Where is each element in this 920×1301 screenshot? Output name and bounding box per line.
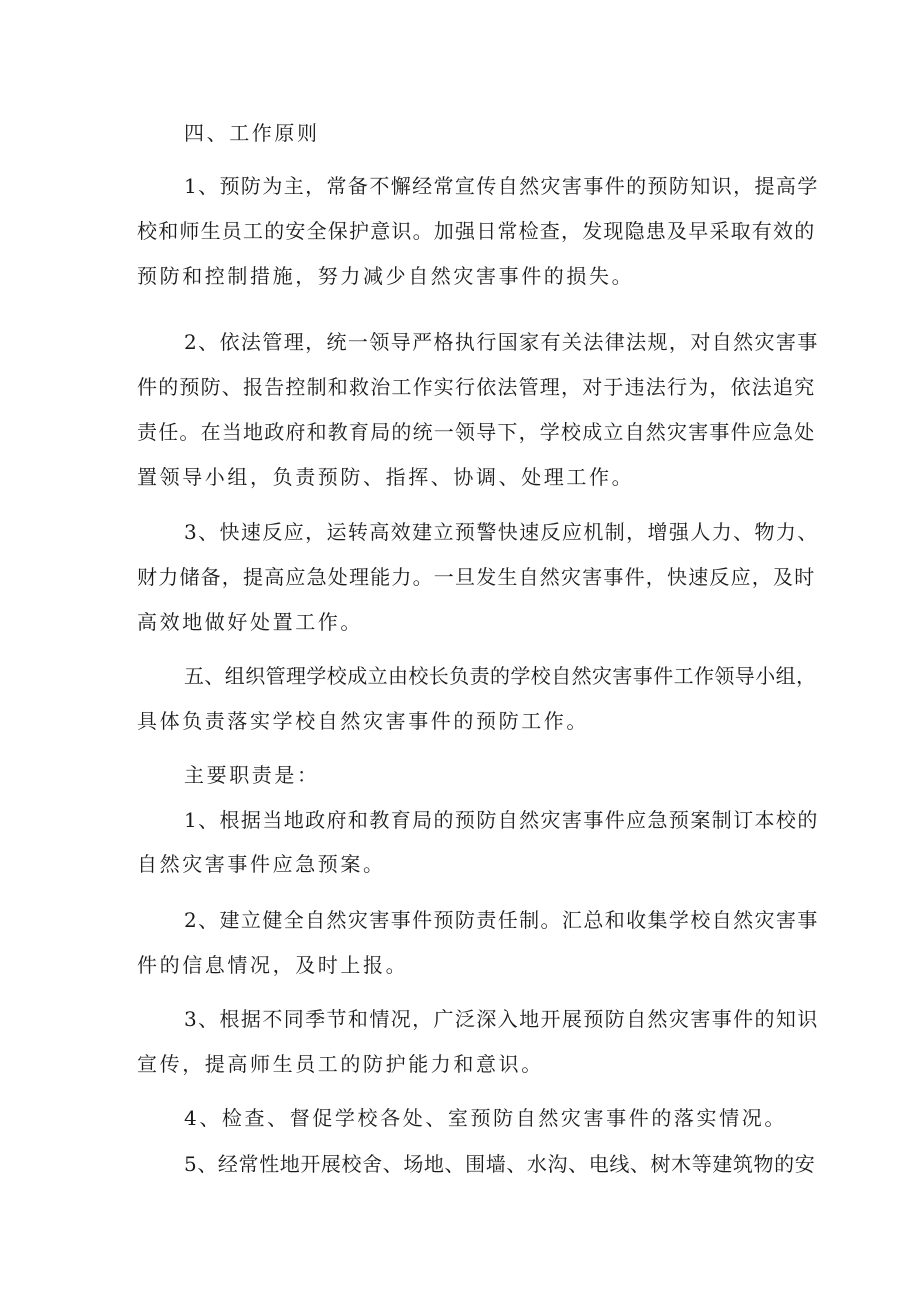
principle-2-line-4: 置领导小组，负责预防、指挥、协调、处理工作。 (137, 465, 635, 489)
duty-1-line-1: 1、根据当地政府和教育局的预防自然灾害事件应急预案制订本校的 (184, 808, 819, 832)
duty-2-line-2: 件的信息情况，及时上报。 (137, 953, 409, 977)
principle-3-line-1: 3、快速反应，运转高效建立预警快速反应机制，增强人力、物力、 (184, 520, 819, 544)
duties-heading: 主要职责是： (184, 763, 320, 787)
heading-work-principles: 四、工作原则 (184, 121, 320, 145)
section-five-line-1: 五、组织管理学校成立由校长负责的学校自然灾害事件工作领导小组， (184, 664, 817, 688)
principle-1-line-1: 1、预防为主，常备不懈经常宣传自然灾害事件的预防知识，提高学 (184, 174, 819, 198)
duty-3-line-2: 宣传，提高师生员工的防护能力和意识。 (137, 1052, 544, 1076)
principle-2-line-2: 件的预防、报告控制和救治工作实行依法管理，对于违法行为，依法追究 (137, 375, 816, 399)
section-five-line-2: 具体负责落实学校自然灾害事件的预防工作。 (137, 709, 589, 733)
principle-1-line-3: 预防和控制措施，努力减少自然灾害事件的损失。 (137, 264, 635, 288)
duty-1-line-2: 自然灾害事件应急预案。 (137, 852, 386, 876)
duty-4-line-1: 4、检查、督促学校各处、室预防自然灾害事件的落实情况。 (184, 1106, 787, 1130)
duty-3-line-1: 3、根据不同季节和情况，广泛深入地开展预防自然灾害事件的知识 (184, 1007, 819, 1031)
principle-2-line-3: 责任。在当地政府和教育局的统一领导下，学校成立自然灾害事件应急处 (137, 420, 816, 444)
principle-3-line-3: 高效地做好处置工作。 (137, 610, 363, 634)
principle-1-line-2: 校和师生员工的安全保护意识。加强日常检查，发现隐患及早采取有效的 (137, 219, 816, 243)
duty-2-line-1: 2、建立健全自然灾害事件预防责任制。汇总和收集学校自然灾害事 (184, 908, 819, 932)
duty-5-line-1: 5、经常性地开展校舍、场地、围墙、水沟、电线、树木等建筑物的安 (184, 1152, 816, 1176)
principle-2-line-1: 2、依法管理，统一领导严格执行国家有关法律法规，对自然灾害事 (184, 330, 819, 354)
principle-3-line-2: 财力储备，提高应急处理能力。一旦发生自然灾害事件，快速反应，及时 (137, 565, 816, 589)
